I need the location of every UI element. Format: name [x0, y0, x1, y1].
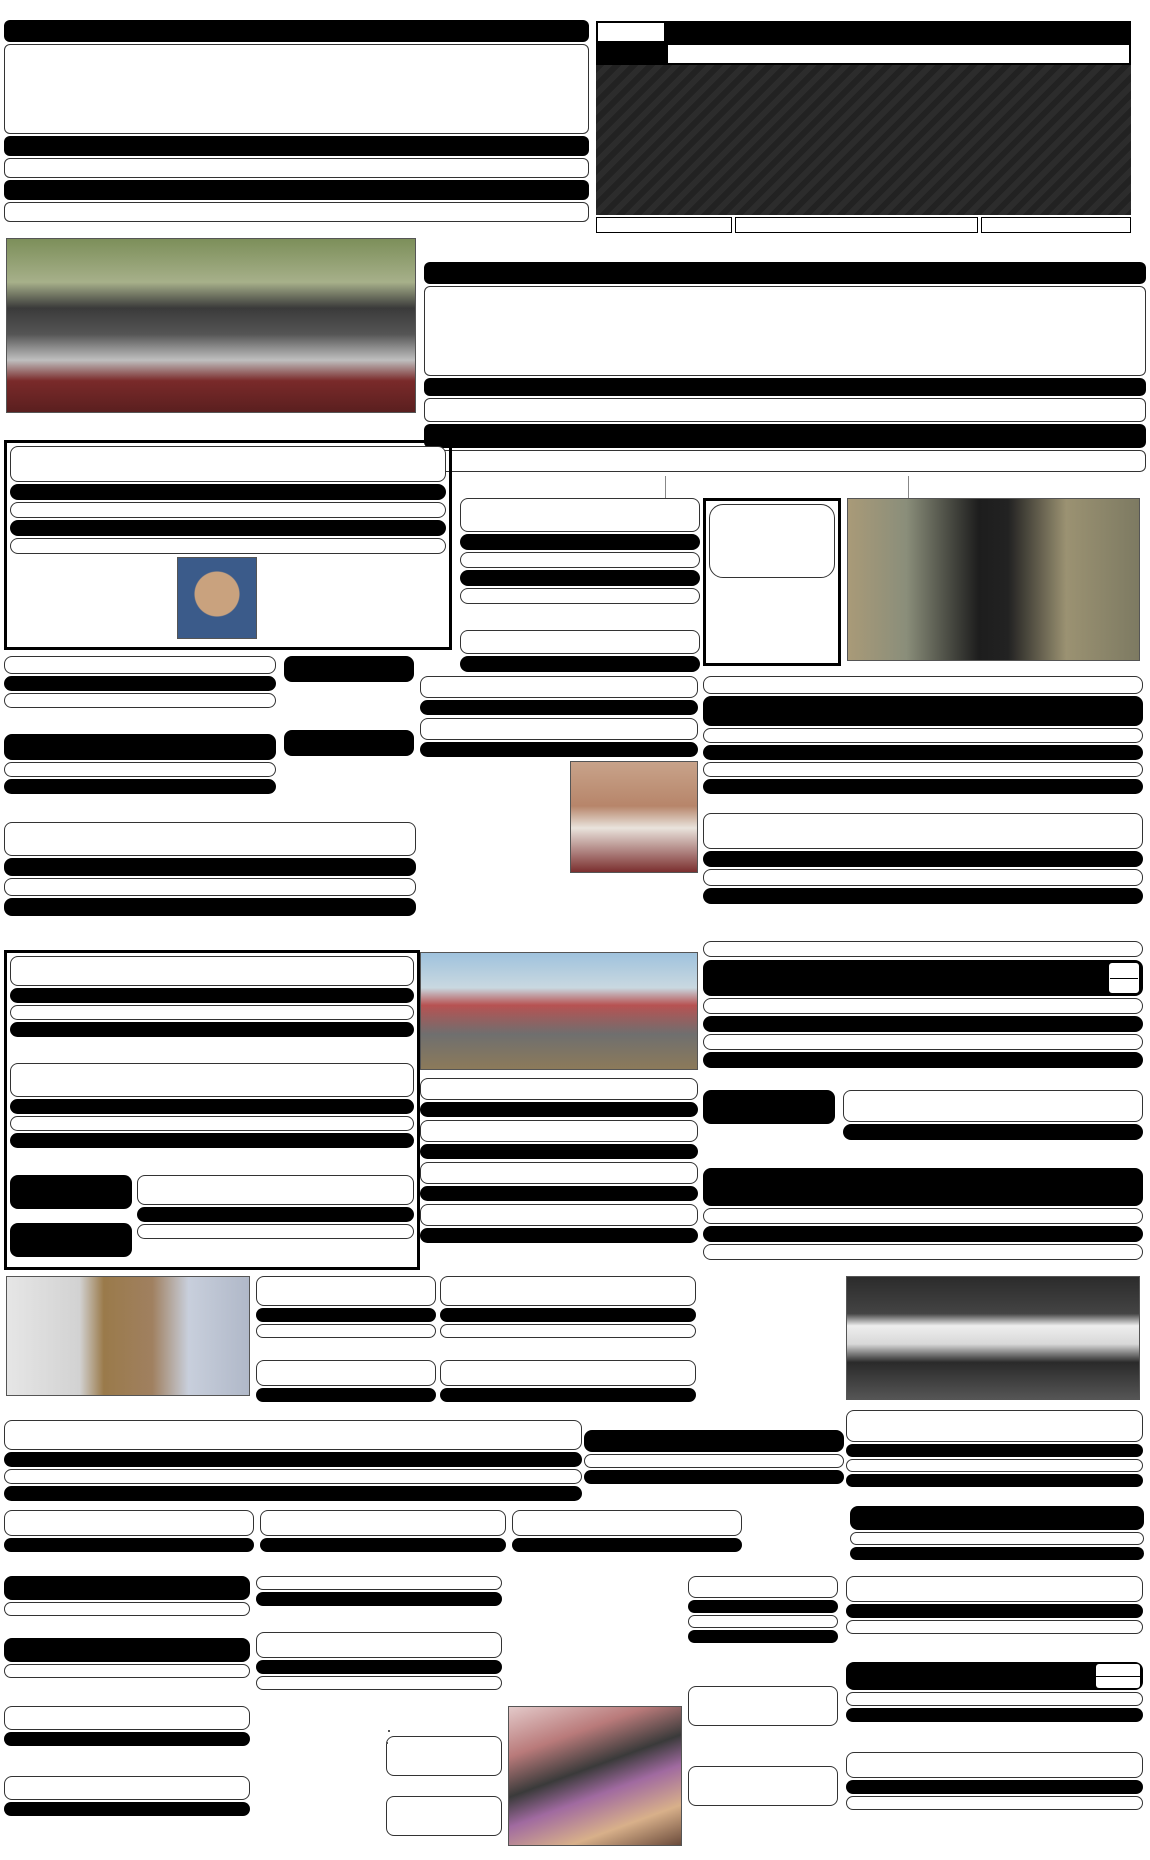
masthead-banner: [596, 65, 1131, 215]
hundred-teachers-sub-1: [137, 1207, 414, 1222]
kidnap-headline: [4, 1420, 582, 1450]
lead-right-sub-2: [424, 398, 1146, 422]
terror-sindh-sub-1: [850, 1532, 1144, 1545]
bajwa-body: [703, 1126, 835, 1159]
siraj-sub-1: [440, 1308, 696, 1322]
dollar-body: [4, 918, 416, 940]
ghost-sub-1: [10, 1099, 414, 1114]
petrol-sub: [843, 1124, 1143, 1140]
bilawal-photo: [847, 498, 1140, 661]
crushing-headline: [512, 1510, 742, 1536]
imran-contempt-sub-center: [420, 1228, 698, 1243]
chief-secretary-sub-2: [846, 1620, 1143, 1634]
pm-covid-box: [703, 498, 841, 666]
nadra-headline-center: [420, 1120, 698, 1142]
notification-headline: [284, 656, 414, 682]
zain-tag-bottom: [1110, 978, 1138, 979]
lead-left-sub-1: [4, 136, 589, 156]
tagline-bar-1: [596, 21, 1131, 43]
colony35-tag-bottom: [1096, 1676, 1140, 1677]
major-colony-headline: [256, 1276, 436, 1306]
shazia-sub-2: [846, 1796, 1143, 1810]
elections-headline: [4, 656, 276, 674]
mukhtiar-sub-1: [10, 484, 446, 500]
colony-sub-center: [420, 1102, 698, 1117]
lead-left-headline: [4, 44, 589, 134]
hearing-photo: [846, 1276, 1140, 1400]
inquiry-headline: [703, 1168, 1143, 1206]
lng-headline: [703, 813, 1143, 849]
ecp-headline: [260, 1510, 506, 1536]
teachers-body: [10, 1039, 414, 1061]
siraj-headline: [440, 1276, 696, 1306]
gang-headline: [4, 1776, 250, 1800]
elections-body: [4, 710, 276, 732]
dollar-sub-2: [4, 878, 416, 896]
pm-covid-headline: [709, 504, 835, 578]
teachers-headline: [10, 956, 414, 986]
colony35-headline-bar: [846, 1662, 1143, 1690]
establishment-headline: [4, 734, 276, 760]
kakkar-sub: [703, 941, 1143, 957]
lead-left-sub-3: [4, 180, 589, 200]
lng-sub-3: [703, 888, 1143, 904]
lng-body: [703, 906, 1143, 939]
abc-logo: [598, 23, 664, 41]
mukhtiar-sub-3: [10, 520, 446, 536]
colony35-tag: [1096, 1664, 1140, 1688]
saudi-sub: [4, 1664, 250, 1678]
lng-sub-1: [703, 851, 1143, 867]
record-headline: [688, 1576, 838, 1598]
gift-headline: [420, 676, 698, 698]
defence-expo-headline: [4, 1706, 250, 1730]
gas-pac-sub-2: [584, 1470, 844, 1484]
gang-sub: [4, 1802, 250, 1816]
moin-box: [386, 1736, 502, 1776]
defence-expo-sub: [4, 1732, 250, 1746]
maryam-headline: [284, 730, 414, 756]
sugar-headline: [846, 1410, 1143, 1442]
gas-pac-headline: [584, 1430, 844, 1452]
kidnap-sub-3: [4, 1486, 582, 1501]
kidnap-sub-1: [4, 1452, 582, 1467]
gas-pac-sub-1: [584, 1454, 844, 1468]
bajwa-box: [703, 1090, 835, 1124]
colony35-sub-1: [846, 1692, 1143, 1706]
record-sub-3: [688, 1630, 838, 1643]
nadra-notice-sub: [256, 1388, 436, 1402]
arshad-sub: [440, 1388, 696, 1402]
bilawal-sub-3: [703, 762, 1143, 777]
ghost-sub-2: [10, 1116, 414, 1131]
kidnap-sub-2: [4, 1469, 582, 1484]
tagline-1: [666, 21, 1131, 43]
assembly-sub-3: [460, 570, 700, 586]
shujaat-headline: [460, 630, 700, 654]
bilawal-headline: [703, 696, 1143, 726]
teachers-sub-2: [10, 1005, 414, 1020]
siraj-sub-2: [440, 1324, 696, 1338]
inquiry-sub-2: [703, 1226, 1143, 1242]
karachi-mud-box: [688, 1766, 838, 1806]
lead-right-body-col-1: [424, 476, 661, 498]
certified-label: [596, 43, 666, 65]
assembly-headline: [460, 498, 700, 532]
chief-secretary-headline: [846, 1576, 1143, 1602]
aziz-junejo-photo: [177, 557, 257, 639]
bilawal-sub-2: [703, 745, 1143, 760]
teachers-box: [4, 950, 420, 1270]
nadra-sub-center: [420, 1144, 698, 1159]
lead-left-sub-4: [4, 202, 589, 222]
attack-sub: [420, 742, 698, 757]
date: [735, 217, 978, 233]
ecp-sub-2: [256, 1576, 502, 1590]
lead-left-kicker: [4, 20, 589, 42]
bottom-row-2: [4, 1510, 1144, 1560]
saudi-headline: [4, 1638, 250, 1662]
side-label: [1135, 20, 1149, 230]
zain-headline-bar: [703, 960, 1143, 996]
employees-protest-photo: [388, 1730, 390, 1732]
ecp-sub-1: [260, 1538, 506, 1552]
mukhtiarkar-box: [4, 440, 452, 650]
colonel-sub-2: [256, 1676, 502, 1690]
chief-secretary-sub-1: [846, 1604, 1143, 1618]
dollar-sub-1: [4, 858, 416, 876]
lead-right-sub-4: [424, 450, 1146, 472]
imran-contempt-headline-center: [420, 1204, 698, 1226]
establishment-sub-1: [4, 762, 276, 777]
dharki-press-photo: [6, 1276, 250, 1396]
elections-sub-2: [4, 693, 276, 708]
pm-covid-body: [709, 581, 835, 661]
elections-sub-1: [4, 676, 276, 691]
bilawal-kicker: [703, 676, 1143, 694]
major-colony-sub-1: [256, 1308, 436, 1322]
mukhtiar-sub-4: [10, 538, 446, 554]
mukhtiar-body-right: [262, 557, 446, 641]
lead-right-headline: [424, 286, 1146, 376]
record-sub-2: [688, 1615, 838, 1628]
colony35-sub-2: [846, 1708, 1143, 1722]
lead-right-body-col-3: [908, 476, 1146, 498]
bilawal-sub-4: [703, 779, 1143, 794]
inquiry-sub-1: [703, 1208, 1143, 1224]
major-colony-sub-2: [256, 1324, 436, 1338]
ghost-sub-3: [10, 1133, 414, 1148]
petrol-body: [843, 1142, 1143, 1164]
tagline-2: [668, 45, 1129, 63]
mukhtiar-body: [10, 557, 174, 641]
establishment-sub-2: [4, 779, 276, 794]
karachi-ctd-box: [688, 1686, 838, 1726]
masthead: [596, 5, 1131, 230]
colonel-headline: [256, 1632, 502, 1658]
lead-right-body: [424, 476, 1146, 498]
dollar-headline: [4, 822, 416, 856]
assembly-sub-4: [460, 588, 700, 604]
assembly-sub-2: [460, 552, 700, 568]
lead-right-kicker: [424, 262, 1146, 284]
imran-contempt-headline: [4, 1510, 254, 1536]
arshad-headline: [440, 1360, 696, 1386]
nadra-notice-headline: [256, 1360, 436, 1386]
lead-right-sub-3: [424, 424, 1146, 448]
colony-headline-center: [420, 1078, 698, 1100]
police-fight-box: [386, 1796, 502, 1836]
maryam-body: [284, 758, 414, 810]
mukhtiar-sub-2: [10, 502, 446, 518]
crushing-sub: [512, 1538, 742, 1552]
gift-sub: [420, 700, 698, 715]
terror-sindh-sub-2: [850, 1547, 1144, 1560]
pages-price: [981, 217, 1131, 233]
deo-box: [10, 1175, 132, 1209]
protest-photo-center: [420, 952, 698, 1070]
sugar-sub-3: [846, 1474, 1143, 1487]
tagline-bar-2: [596, 43, 1131, 65]
mukhtiar-headline: [10, 446, 446, 482]
lead-right-body-col-2: [665, 476, 903, 498]
attack-headline: [420, 718, 698, 740]
sugar-sub-1: [846, 1444, 1143, 1457]
assembly-body: [460, 606, 700, 628]
lead-right-sub-1: [424, 378, 1146, 396]
inquiry-sub-3: [703, 1244, 1143, 1260]
ecp-headline-center: [420, 1162, 698, 1184]
hundred-teachers-headline: [137, 1175, 414, 1205]
ghost-headline: [10, 1063, 414, 1097]
lng-sub-2: [703, 869, 1143, 886]
establishment-body: [4, 796, 276, 818]
ecp-sub-3: [256, 1592, 502, 1606]
shujaat-sub: [460, 656, 700, 672]
zain-sub-4: [703, 1052, 1143, 1068]
leader-photo: [570, 761, 698, 873]
lead-story-left: [4, 20, 589, 225]
ghost-body: [10, 1150, 414, 1172]
shazia-headline: [846, 1752, 1143, 1778]
zain-tag: [1109, 963, 1139, 993]
funeral-photo: [6, 238, 416, 413]
dollar22-headline: [4, 1576, 250, 1600]
sit-in-photo: [508, 1706, 682, 1846]
zain-sub-2: [703, 1016, 1143, 1032]
dharki-photo-caption: [6, 1398, 250, 1410]
dollar-sub-3: [4, 898, 416, 916]
protest-sit-in-photo: [386, 1742, 388, 1744]
sit-in-caption: [508, 1848, 682, 1858]
ecp-sub-center: [420, 1186, 698, 1201]
absent-teachers-box: [10, 1223, 132, 1257]
colonel-sub-1: [256, 1660, 502, 1674]
english-title: [716, 73, 724, 92]
shazia-sub-1: [846, 1780, 1143, 1794]
funeral-photo-caption: [6, 414, 416, 426]
teachers-sub-3: [10, 1022, 414, 1037]
notification-body: [284, 684, 414, 728]
year-issue: [596, 217, 732, 233]
record-sub-1: [688, 1600, 838, 1613]
zain-body: [703, 1070, 1143, 1092]
lead-left-sub-2: [4, 158, 589, 178]
imran-contempt-sub: [4, 1538, 254, 1552]
zain-sub-1: [703, 998, 1143, 1014]
petrol-headline: [843, 1090, 1143, 1122]
bilawal-photo-caption: [847, 663, 1140, 675]
assembly-sub-1: [460, 534, 700, 550]
terror-sindh-headline: [850, 1506, 1144, 1530]
sugar-sub-2: [846, 1459, 1143, 1472]
dollar22-sub: [4, 1602, 250, 1616]
dateline: [596, 217, 1131, 233]
zain-sub-3: [703, 1034, 1143, 1050]
bilawal-sub-1: [703, 728, 1143, 743]
teachers-sub-1: [10, 988, 414, 1003]
hundred-teachers-sub-2: [137, 1224, 414, 1239]
